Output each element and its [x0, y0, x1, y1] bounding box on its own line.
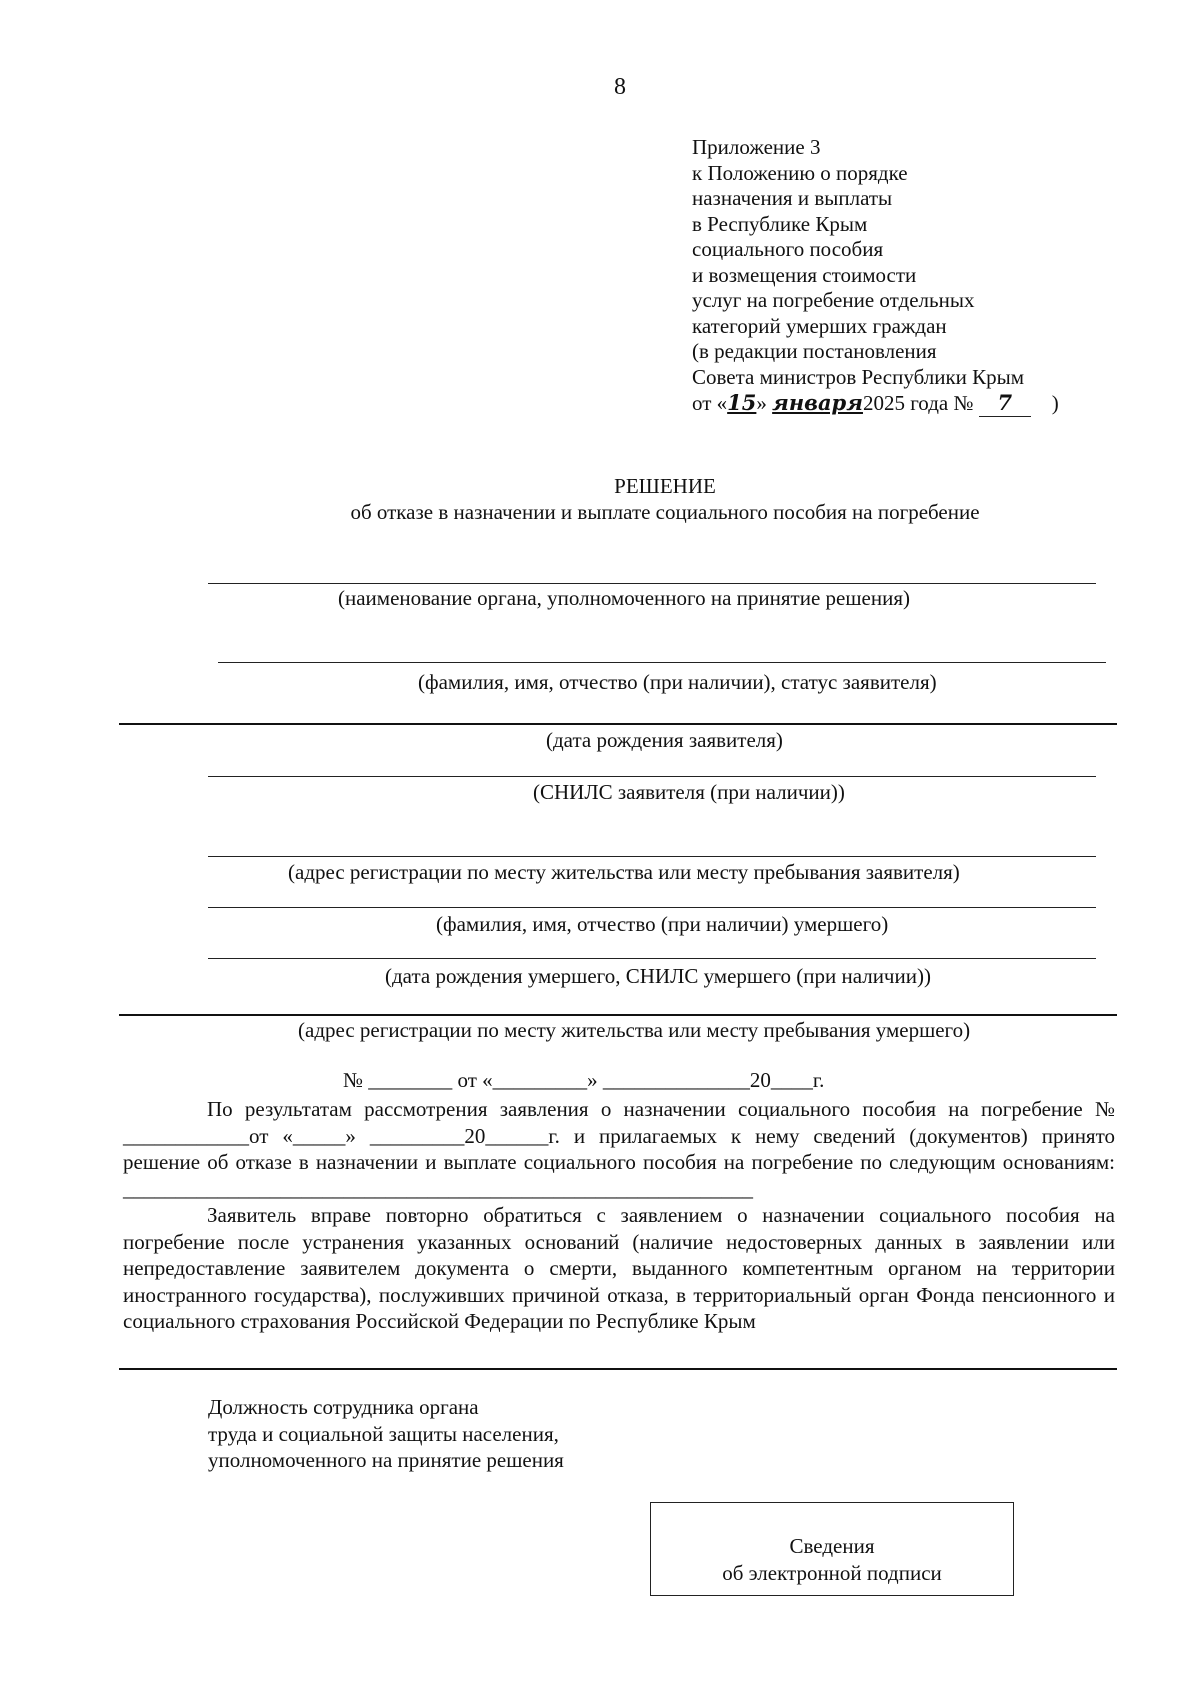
- signature-box-text: [651, 1533, 1013, 1587]
- field-caption-applicant-address: (адрес регистрации по месту жительства или месту пребывания заявителя): [288, 860, 960, 884]
- signatory-line: труда и социальной защиты населения,: [208, 1421, 559, 1446]
- field-line: [218, 662, 1106, 663]
- field-caption-deceased-name: (фамилия, имя, отчество (при наличии) умершего): [436, 912, 889, 936]
- field-line: [119, 1014, 1117, 1016]
- appendix-line: (в редакции постановления: [692, 339, 937, 363]
- field-line: [208, 776, 1096, 777]
- field-caption-deceased-address: (адрес регистрации по месту жительства или месту пребывания умершего): [298, 1018, 971, 1042]
- appendix-line: социального пособия: [692, 237, 884, 261]
- appendix-line: услуг на погребение отдельных: [692, 288, 975, 312]
- field-line: [208, 958, 1096, 959]
- appendix-line: Приложение 3: [692, 135, 821, 159]
- signatory-title: [208, 1394, 564, 1474]
- field-line: [208, 856, 1096, 857]
- document-title: РЕШЕНИЕ: [614, 474, 716, 498]
- field-line: [208, 907, 1096, 908]
- date-close: ): [1051, 391, 1059, 415]
- appendix-date-line: [692, 390, 1059, 417]
- body-paragraph: Заявитель вправе повторно обратиться с заявлением о назначении социального пособия на погребение после устранения указанных оснований (наличие недостоверных данных в заявлении или непредоставление заявителем документа о смерти, выданного компетентным органом на территории иностранного государства), послуживших причиной отказа, в территориальный орган Фонда пенсионного и социального страхования Российской Федерации по Республике Крым: [123, 1203, 1115, 1333]
- date-year: 2025 года №: [862, 391, 974, 415]
- date-prefix: от «: [692, 391, 728, 415]
- appendix-line: категорий умерших граждан: [692, 313, 947, 338]
- field-caption-authority: (наименование органа, уполномоченного на принятие решения): [338, 586, 910, 610]
- signature-box-line: Сведения: [789, 1534, 875, 1558]
- handwritten-month: января: [772, 390, 863, 415]
- separator-line: [119, 1368, 1117, 1370]
- document-subtitle: об отказе в назначении и выплате социального пособия на погребение: [350, 500, 980, 524]
- field-caption-deceased-birthdate-snils: (дата рождения умершего, СНИЛС умершего (при наличии)): [385, 964, 931, 988]
- handwritten-number: 7: [979, 390, 1031, 417]
- field-caption-applicant-name: (фамилия, имя, отчество (при наличии), статус заявителя): [418, 670, 937, 694]
- signatory-line: Должность сотрудника органа: [208, 1395, 479, 1419]
- field-line: [119, 723, 1117, 725]
- appendix-line: Совета министров Республики Крым: [692, 364, 1025, 389]
- signatory-line: уполномоченного на принятие решения: [208, 1448, 564, 1472]
- body-text: [123, 1096, 1115, 1335]
- appendix-line: к Положению о порядке: [692, 160, 908, 185]
- field-line: [208, 583, 1096, 584]
- date-mid: »: [756, 391, 773, 415]
- appendix-line: назначения и выплаты: [692, 186, 893, 210]
- appendix-line: и возмещения стоимости: [692, 262, 917, 287]
- appendix-line: в Республике Крым: [692, 211, 868, 236]
- appendix-block: [692, 135, 1059, 417]
- body-paragraph: По результатам рассмотрения заявления о назначении социального пособия на погребение № ____________от «_____» _________20______г. и прилагаемых к нему сведений (документов) принято решение об отказе в назначении и выплате социального пособия на погребение по следующим основаниям: ____________________________________________________________: [123, 1097, 1115, 1201]
- field-caption-applicant-birthdate: (дата рождения заявителя): [546, 728, 783, 752]
- signature-box-line: об электронной подписи: [722, 1561, 942, 1585]
- field-caption-applicant-snils: (СНИЛС заявителя (при наличии)): [533, 780, 845, 804]
- page-number: 8: [614, 74, 626, 100]
- electronic-signature-box: [650, 1502, 1014, 1596]
- decision-number-line: № ________ от «_________» ______________20____г.: [343, 1068, 825, 1092]
- handwritten-day: 15: [727, 390, 757, 415]
